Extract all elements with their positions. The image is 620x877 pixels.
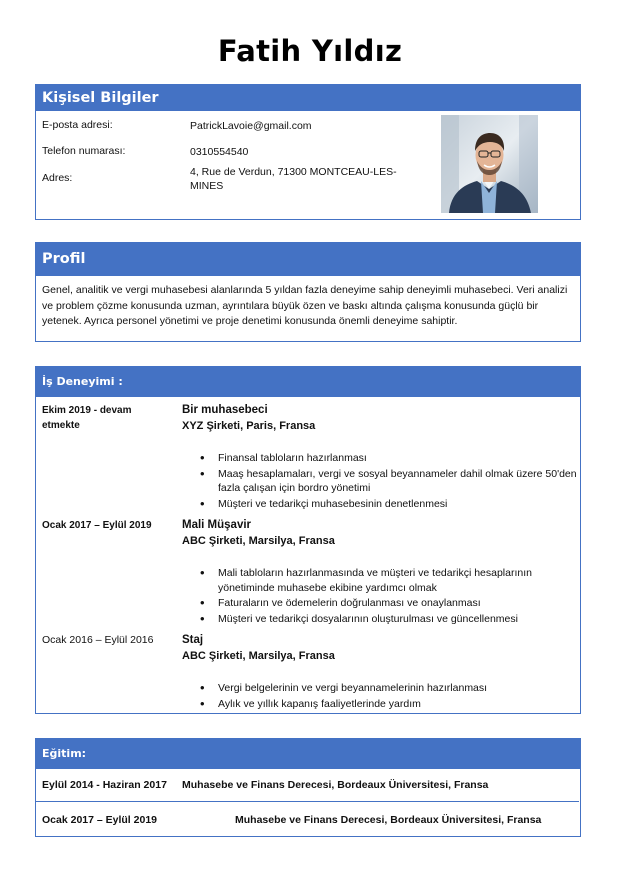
personal-info-header: Kişisel Bilgiler (36, 85, 580, 111)
address-value: 4, Rue de Verdun, 71300 MONTCEAU-LES-MINES (190, 166, 397, 192)
job-duty: • Müşteri ve tedarikçi dosyalarının oluşturulması ve güncellenmesi (200, 612, 580, 627)
email-value: PatrickLavoie@gmail.com (190, 120, 312, 132)
job-duty: • Faturaların ve ödemelerin doğrulanması ve onaylanması (200, 596, 580, 611)
job-duty: • Aylık ve yıllık kapanış faaliyetlerinde yardım (200, 697, 580, 712)
job-duties (200, 451, 580, 512)
education-date: Ocak 2017 – Eylül 2019 (42, 814, 158, 826)
experience-header: İş Deneyimi : (36, 367, 580, 397)
education-row (36, 804, 579, 838)
job-duty: • Mali tabloların hazırlanmasında ve müşteri ve tedarikçi hesaplarının yönetiminde muhasebe ekibine yardımcı olmak (200, 566, 580, 595)
profile-header: Profil (36, 243, 580, 276)
personal-info-section (35, 84, 581, 220)
job-title: Staj (182, 634, 204, 646)
job-duties (200, 681, 580, 712)
phone-label: Telefon numarası: (42, 145, 126, 157)
job-company: ABC Şirketi, Marsilya, Fransa (182, 535, 335, 547)
job-duty: • Müşteri ve tedarikçi muhasebesinin denetlenmesi (200, 497, 580, 512)
education-section (35, 738, 581, 837)
job-date: Ocak 2016 – Eylül 2016 (42, 634, 154, 646)
job-title: Bir muhasebeci (182, 404, 268, 416)
job-date: Ocak 2017 – Eylül 2019 (42, 520, 152, 531)
job-duties (200, 566, 580, 627)
education-date: Eylül 2014 - Haziran 2017 (42, 779, 167, 791)
profile-photo (441, 115, 538, 213)
education-divider (36, 801, 579, 802)
job-duty: • Finansal tabloların hazırlanması (200, 451, 580, 466)
education-degree: Muhasebe ve Finans Derecesi, Bordeaux Üniversitesi, Fransa (235, 814, 542, 826)
education-header: Eğitim: (36, 739, 580, 769)
job-duty: • Maaş hesaplamaları, vergi ve sosyal beyannameler dahil olmak üzere 50'den fazla çalışan için bordro yönetimi (200, 467, 580, 496)
address-label: Adres: (42, 172, 73, 184)
job-date: Ekim 2019 - devam etmekte (42, 405, 132, 431)
job-company: XYZ Şirketi, Paris, Fransa (182, 420, 316, 432)
job-title: Mali Müşavir (182, 519, 252, 531)
education-degree: Muhasebe ve Finans Derecesi, Bordeaux Üniversitesi, Fransa (182, 779, 489, 791)
job-company: ABC Şirketi, Marsilya, Fransa (182, 650, 335, 662)
experience-section (35, 366, 581, 714)
profile-section (35, 242, 581, 342)
email-label: E-posta adresi: (42, 119, 113, 131)
phone-value: 0310554540 (190, 146, 249, 158)
job-duty: • Vergi belgelerinin ve vergi beyannamelerinin hazırlanması (200, 681, 580, 696)
profile-summary: Genel, analitik ve vergi muhasebesi alanlarında 5 yıldan fazla deneyime sahip deneyimli muhasebeci. Veri analizi ve problem çözme konusunda uzman, ayrıntılara büyük özen ve baskı altında çalışma konusunda güçlü bir yetenek. Ayrıca personel yönetimi ve proje denetimi konusunda önemli deneyime sahiptir. (42, 284, 568, 327)
education-row (36, 769, 579, 803)
candidate-name: Fatih Yıldız (217, 34, 403, 68)
